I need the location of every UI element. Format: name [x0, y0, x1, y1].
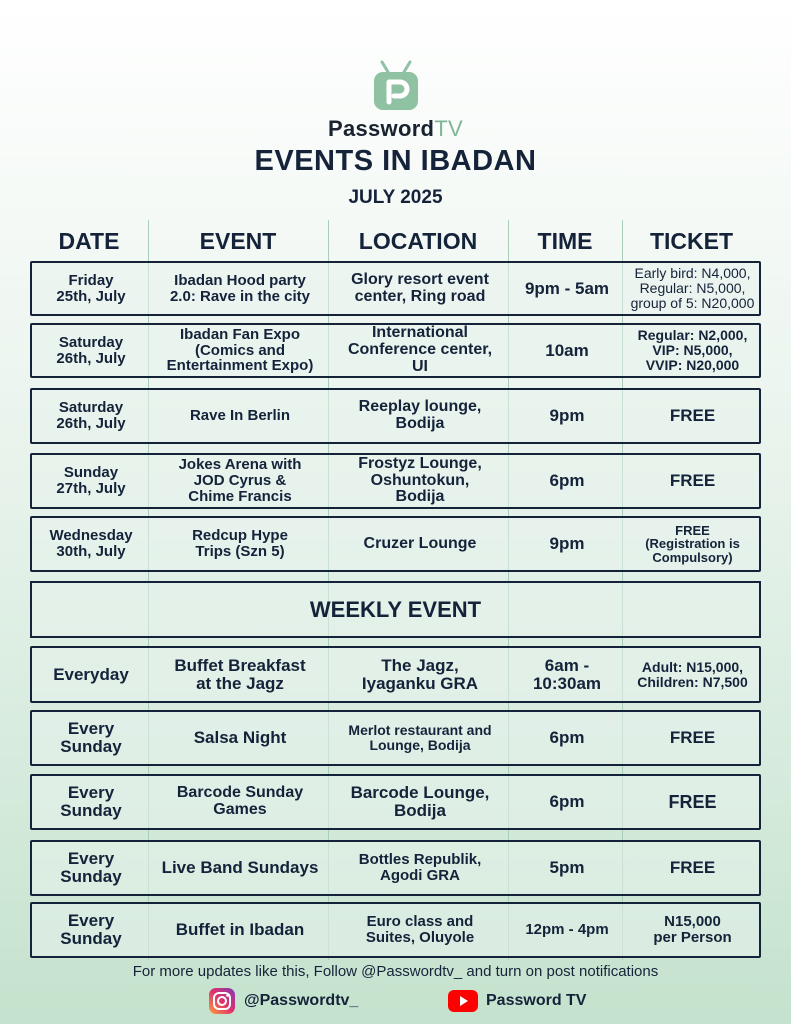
- event-name: Live Band Sundays: [161, 858, 319, 878]
- event-row: [30, 388, 761, 444]
- youtube-label: Password TV: [486, 992, 587, 1009]
- event-time: 9pm: [549, 406, 585, 426]
- event-date: Saturday 26th, July: [56, 399, 126, 432]
- footer-text: For more updates like this, Follow @Passwordtv_ and turn on post notifications: [132, 963, 659, 980]
- event-ticket: Early bird: N4,000, Regular: N5,000, group of 5: N20,000: [630, 265, 755, 311]
- event-location: Barcode Lounge, Bodija: [350, 783, 490, 820]
- weekly-row: [30, 774, 761, 830]
- event-name: Redcup Hype Trips (Szn 5): [192, 527, 288, 560]
- weekly-row: [30, 840, 761, 896]
- event-ticket: FREE: [668, 791, 717, 812]
- event-time: 6am - 10:30am: [532, 655, 602, 693]
- event-date: Every Sunday: [60, 783, 122, 820]
- event-name: Jokes Arena with JOD Cyrus & Chime Francis: [178, 456, 302, 505]
- event-ticket: Regular: N2,000, VIP: N5,000, VVIP: N20,000: [637, 327, 748, 373]
- weekly-row: [30, 646, 761, 703]
- event-date: Saturday 26th, July: [56, 333, 126, 367]
- event-name: Barcode Sunday Games: [176, 784, 304, 818]
- logo: [0, 60, 791, 114]
- youtube-channel[interactable]: [448, 986, 586, 1016]
- event-time: 9pm: [549, 534, 585, 554]
- event-time: 5pm: [549, 858, 585, 878]
- event-ticket: FREE: [669, 406, 716, 426]
- event-name: Rave In Berlin: [189, 407, 291, 425]
- event-date: Wednesday 30th, July: [49, 527, 133, 560]
- event-ticket: N15,000 per Person: [653, 913, 732, 946]
- event-name: Ibadan Fan Expo (Comics and Entertainment Expo): [166, 325, 314, 375]
- event-date: Every Sunday: [60, 719, 122, 756]
- brand-accent: TV: [434, 116, 464, 141]
- event-location: Bottles Republik, Agodi GRA: [358, 851, 482, 884]
- event-ticket: FREE (Registration is Compulsory): [645, 522, 740, 565]
- weekly-row: [30, 902, 761, 958]
- brand-name: [0, 116, 791, 142]
- event-location: International Conference center, UI: [347, 324, 493, 375]
- event-row: [30, 261, 761, 316]
- event-time: 6pm: [549, 728, 585, 748]
- event-ticket: Adult: N15,000, Children: N7,500: [637, 658, 748, 690]
- header-event: EVENT: [199, 227, 277, 254]
- event-location: Cruzer Lounge: [363, 534, 477, 552]
- instagram-icon: [208, 987, 236, 1015]
- header-location: LOCATION: [358, 227, 478, 254]
- event-ticket: FREE: [669, 728, 716, 748]
- event-date: Friday 25th, July: [56, 271, 126, 305]
- event-time: 9pm - 5am: [524, 278, 610, 298]
- weekly-row: [30, 710, 761, 766]
- event-location: Euro class and Suites, Oluyole: [365, 913, 475, 946]
- event-location: Merlot restaurant and Lounge, Bodija: [348, 722, 492, 753]
- instagram-label: @Passwordtv_: [244, 992, 359, 1009]
- page-subtitle: JULY 2025: [348, 187, 443, 208]
- event-location: Reeplay lounge, Bodija: [358, 398, 482, 432]
- event-row: [30, 323, 761, 378]
- tv-logo-icon: [372, 60, 420, 114]
- event-name: Ibadan Hood party 2.0: Rave in the city: [169, 271, 311, 305]
- instagram-handle[interactable]: [208, 986, 358, 1016]
- weekly-event-heading: WEEKLY EVENT: [30, 581, 761, 638]
- event-time: 10am: [545, 340, 589, 360]
- youtube-icon: [448, 990, 478, 1012]
- event-location: The Jagz, Iyaganku GRA: [361, 655, 479, 693]
- event-date: Everyday: [53, 664, 129, 684]
- event-time: 6pm: [549, 792, 585, 812]
- event-row: [30, 516, 761, 572]
- event-name: Buffet Breakfast at the Jagz: [174, 655, 306, 693]
- event-ticket: FREE: [669, 471, 716, 491]
- event-time: 12pm - 4pm: [525, 921, 609, 939]
- event-ticket: FREE: [669, 858, 716, 878]
- event-date: Every Sunday: [60, 911, 122, 948]
- event-time: 6pm: [549, 471, 585, 491]
- header-date: DATE: [58, 227, 120, 254]
- event-name: Buffet in Ibadan: [175, 920, 305, 940]
- event-location: Frostyz Lounge, Oshuntokun, Bodija: [358, 454, 482, 506]
- header-time: TIME: [537, 227, 593, 254]
- page-title: EVENTS IN IBADAN: [254, 145, 537, 177]
- event-row: [30, 453, 761, 509]
- event-date: Sunday 27th, July: [56, 464, 126, 497]
- brand-main: Password: [327, 116, 435, 141]
- event-name: Salsa Night: [193, 728, 287, 748]
- event-location: Glory resort event center, Ring road: [351, 270, 489, 305]
- event-date: Every Sunday: [60, 849, 122, 886]
- header-ticket: TICKET: [649, 227, 734, 254]
